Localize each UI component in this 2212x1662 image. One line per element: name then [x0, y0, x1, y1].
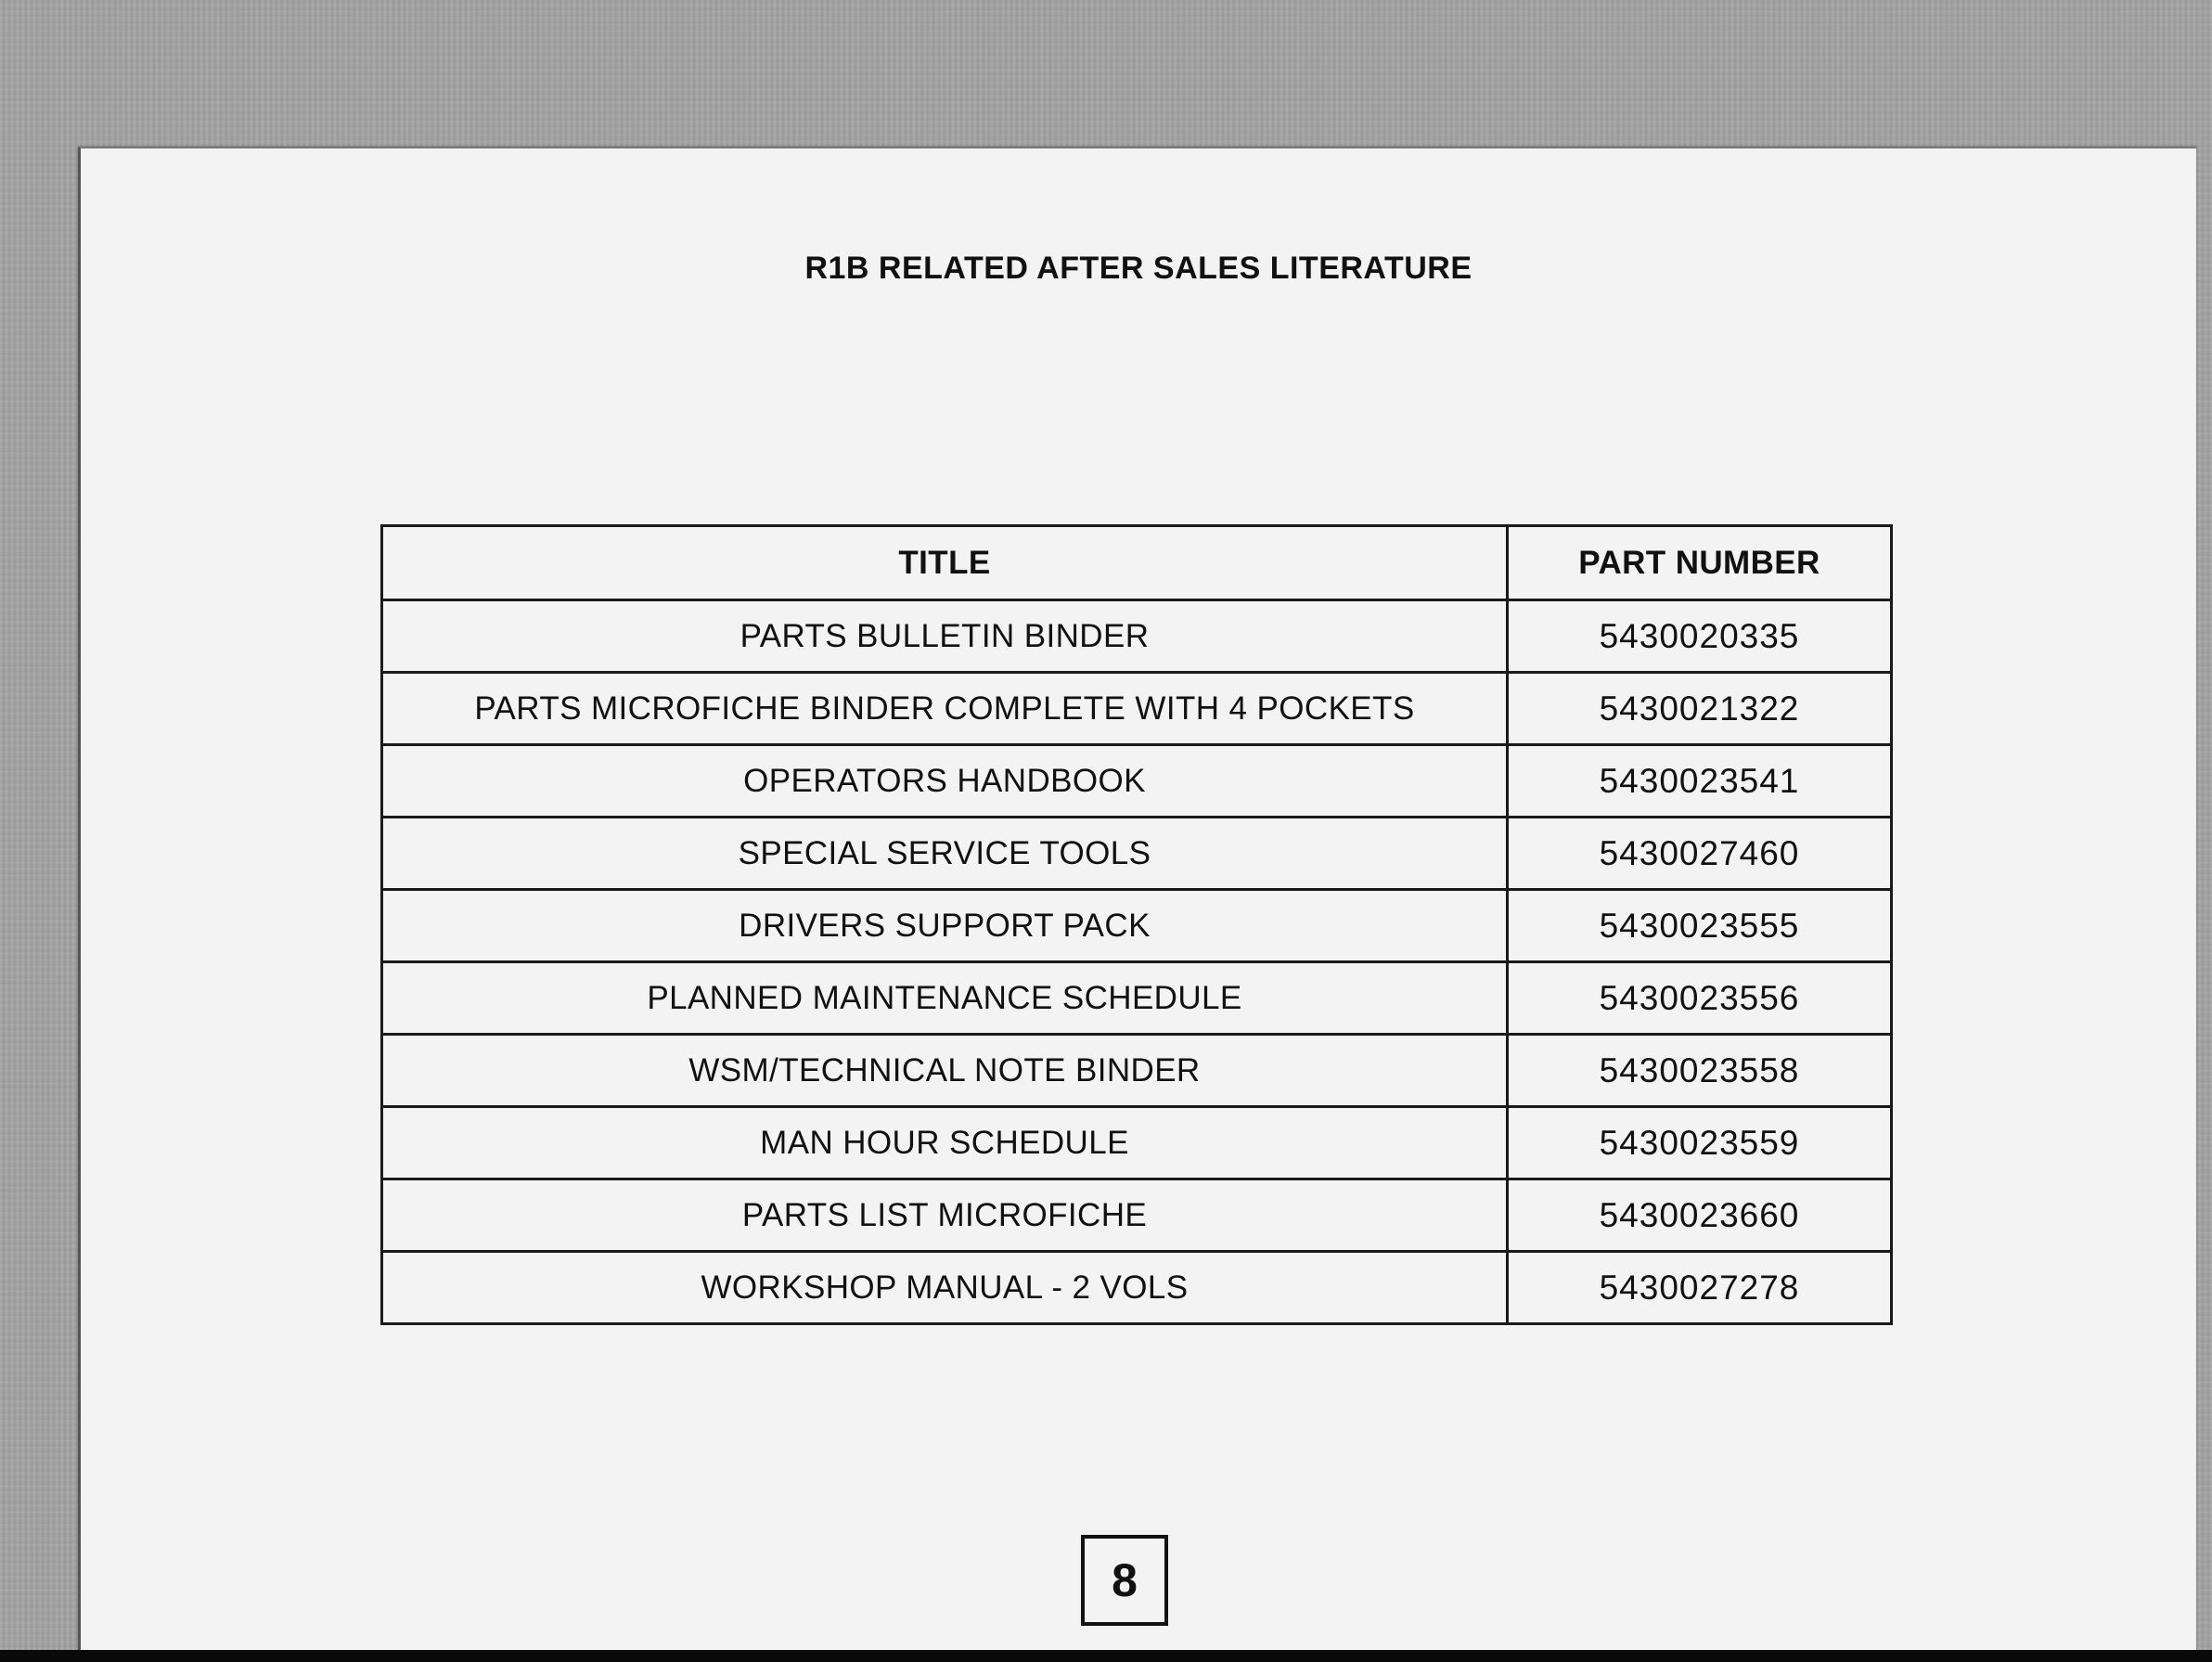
scan-bottom-edge [0, 1650, 2212, 1662]
table-header-row [382, 526, 1892, 600]
row-title: OPERATORS HANDBOOK [382, 745, 1508, 818]
row-title: DRIVERS SUPPORT PACK [382, 890, 1508, 962]
document-title: R1B RELATED AFTER SALES LITERATURE [804, 251, 1473, 286]
table-row [382, 673, 1892, 745]
row-title: PARTS BULLETIN BINDER [382, 600, 1508, 673]
page-number-box [1081, 1535, 1168, 1626]
table-row [382, 962, 1892, 1035]
table-row [382, 600, 1892, 673]
table-row [382, 1107, 1892, 1179]
column-header-part-number: PART NUMBER [1508, 526, 1892, 600]
row-part-number: 5430021322 [1508, 673, 1892, 745]
row-title: WSM/TECHNICAL NOTE BINDER [382, 1035, 1508, 1107]
literature-table [380, 524, 1893, 1325]
row-title: PARTS LIST MICROFICHE [382, 1179, 1508, 1252]
row-part-number: 5430027278 [1508, 1252, 1892, 1324]
row-part-number: 5430027460 [1508, 818, 1892, 890]
table-row [382, 1252, 1892, 1324]
row-title: PARTS MICROFICHE BINDER COMPLETE WITH 4 POCKETS [382, 673, 1508, 745]
table-row [382, 1035, 1892, 1107]
row-part-number: 5430023559 [1508, 1107, 1892, 1179]
row-part-number: 5430023558 [1508, 1035, 1892, 1107]
row-part-number: 5430023556 [1508, 962, 1892, 1035]
row-part-number: 5430023541 [1508, 745, 1892, 818]
row-title: SPECIAL SERVICE TOOLS [382, 818, 1508, 890]
row-title: PLANNED MAINTENANCE SCHEDULE [382, 962, 1508, 1035]
column-header-title: TITLE [382, 526, 1508, 600]
row-title: WORKSHOP MANUAL - 2 VOLS [382, 1252, 1508, 1324]
document-page [78, 147, 2196, 1652]
page-number: 8 [1112, 1554, 1138, 1606]
table-row [382, 890, 1892, 962]
row-part-number: 5430023555 [1508, 890, 1892, 962]
table-row [382, 818, 1892, 890]
row-part-number: 5430023660 [1508, 1179, 1892, 1252]
row-title: MAN HOUR SCHEDULE [382, 1107, 1508, 1179]
table-row [382, 1179, 1892, 1252]
table-row [382, 745, 1892, 818]
row-part-number: 5430020335 [1508, 600, 1892, 673]
